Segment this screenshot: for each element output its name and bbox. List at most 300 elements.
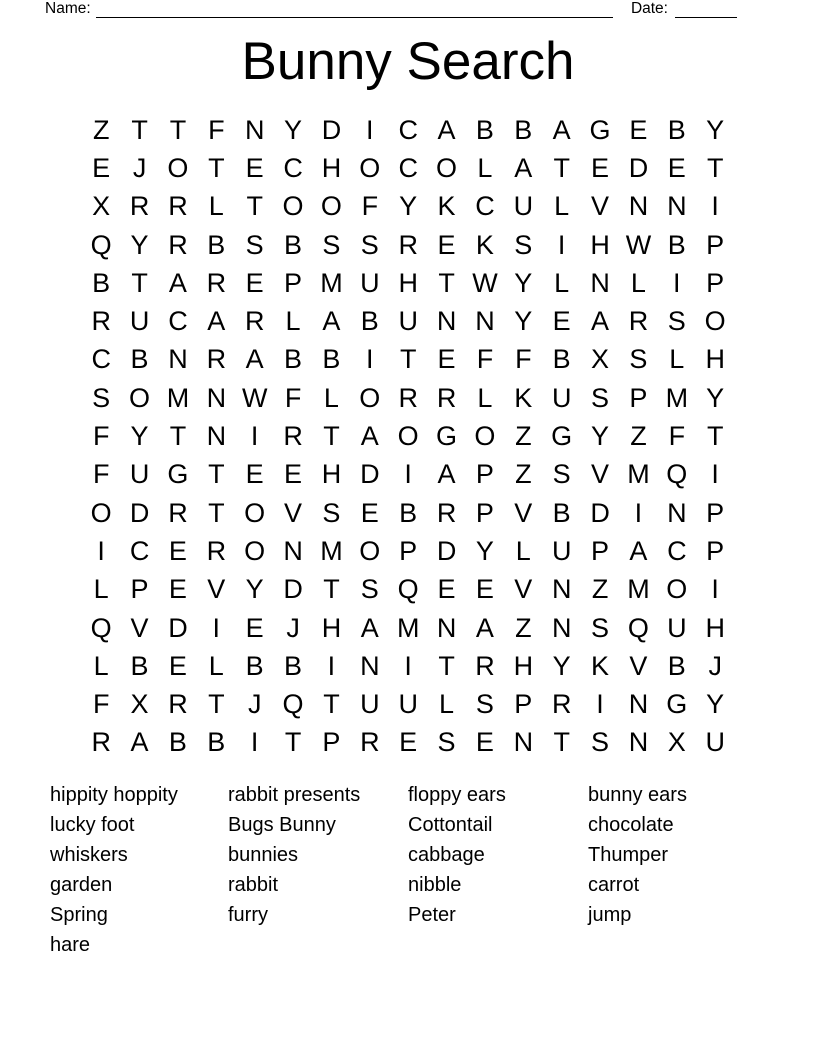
grid-cell: E (437, 229, 456, 260)
grid-cell: N (475, 306, 495, 337)
grid-cell: S (591, 727, 610, 758)
grid-cell: T (131, 267, 148, 298)
grid-cell: A (629, 535, 648, 566)
grid-cell: P (284, 267, 303, 298)
grid-cell: I (673, 267, 681, 298)
grid-cell: E (399, 727, 418, 758)
grid-cell: Q (90, 612, 112, 643)
grid-cell: C (667, 535, 687, 566)
date-blank-line[interactable] (675, 2, 737, 18)
grid-cell: P (475, 497, 494, 528)
grid-cell: B (322, 344, 341, 375)
grid-cell: P (130, 574, 149, 605)
grid-cell: R (206, 344, 227, 375)
grid-cell: F (92, 459, 110, 490)
grid-cell: E (245, 152, 264, 183)
grid-cell: L (477, 382, 493, 413)
grid-cell: H (590, 229, 610, 260)
grid-cell: G (589, 114, 611, 145)
grid-cell: C (168, 306, 188, 337)
grid-cell: X (92, 191, 111, 222)
grid-cell: Z (630, 421, 647, 452)
word-item: Cottontail (408, 813, 493, 836)
word-list (50, 781, 766, 981)
grid-cell: T (553, 152, 570, 183)
grid-cell: T (323, 421, 340, 452)
grid-cell: T (284, 727, 302, 758)
grid-cell: S (437, 727, 456, 758)
grid-cell: H (321, 612, 342, 643)
grid-cell: F (515, 344, 532, 375)
grid-cell: P (706, 229, 725, 260)
grid-cell: E (92, 152, 111, 183)
grid-cell: R (206, 267, 227, 298)
grid-cell: K (437, 191, 456, 222)
grid-cell: B (552, 344, 571, 375)
grid-cell: U (129, 306, 150, 337)
grid-cell: K (475, 229, 494, 260)
grid-cell: D (360, 459, 380, 490)
grid-cell: T (208, 459, 225, 490)
grid-cell: Q (90, 229, 112, 260)
grid-cell: Y (514, 306, 533, 337)
grid-cell: R (244, 306, 265, 337)
grid-cell: F (668, 421, 686, 452)
grid-cell: X (667, 727, 686, 758)
grid-cell: T (706, 421, 724, 452)
grid-cell: R (91, 306, 111, 337)
grid-cell: A (360, 421, 379, 452)
grid-cell: V (284, 497, 303, 528)
grid-cell: S (92, 382, 111, 413)
grid-cell: I (327, 650, 336, 681)
grid-cell: L (439, 689, 455, 720)
grid-cell: T (323, 689, 340, 720)
grid-cell: A (245, 344, 264, 375)
word-item: hippity hoppity (50, 784, 178, 806)
grid-cell: F (92, 421, 110, 452)
grid-cell: C (283, 152, 303, 183)
letter-grid (82, 111, 734, 762)
grid-cell: X (130, 689, 149, 720)
grid-cell: I (97, 535, 105, 566)
grid-cell: T (208, 689, 225, 720)
grid-cell: N (628, 191, 649, 222)
grid-cell: N (436, 612, 457, 643)
grid-cell: B (475, 114, 494, 145)
grid-cell: F (284, 382, 302, 413)
grid-cell: M (665, 382, 689, 413)
grid-cell: Q (282, 689, 304, 720)
grid-cell: Z (515, 459, 532, 490)
grid-cell: X (591, 344, 610, 375)
grid-cell: E (168, 574, 187, 605)
word-item: floppy ears (408, 784, 506, 806)
grid-cell: T (131, 114, 148, 145)
grid-cell: V (514, 574, 533, 605)
grid-cell: B (92, 267, 111, 298)
word-item: Bugs Bunny (228, 813, 336, 836)
grid-cell: I (212, 612, 221, 643)
grid-cell: U (705, 727, 725, 758)
grid-cell: J (247, 689, 262, 720)
grid-cell: J (132, 152, 147, 183)
grid-cell: T (438, 267, 455, 298)
grid-cell: L (669, 344, 685, 375)
grid-cell: U (398, 306, 418, 337)
word-list-column (50, 781, 178, 960)
page-title: Bunny Search (241, 32, 575, 91)
grid-cell: I (404, 459, 412, 490)
grid-cell: S (360, 574, 379, 605)
grid-cell: Q (666, 459, 688, 490)
grid-cell: V (629, 650, 648, 681)
grid-cell: V (130, 612, 149, 643)
grid-cell: W (241, 382, 268, 413)
grid-cell: O (359, 535, 381, 566)
grid-cell: U (360, 267, 380, 298)
grid-cell: D (129, 497, 150, 528)
grid-cell: F (476, 344, 494, 375)
grid-cell: B (667, 229, 686, 260)
grid-cell: I (596, 689, 604, 720)
grid-cell: B (552, 497, 571, 528)
grid-cell: A (591, 306, 610, 337)
grid-cell: D (590, 497, 610, 528)
grid-cell: Y (399, 191, 418, 222)
grid-cell: N (168, 344, 188, 375)
grid-cell: H (705, 612, 725, 643)
grid-cell: A (168, 267, 187, 298)
grid-cell: P (706, 267, 725, 298)
grid-cell: R (436, 497, 457, 528)
name-label: Name: (45, 0, 91, 17)
grid-cell: L (554, 191, 570, 222)
grid-cell: N (360, 650, 380, 681)
grid-cell: U (667, 612, 687, 643)
grid-cell: O (359, 152, 381, 183)
grid-cell: Q (627, 612, 649, 643)
grid-cell: G (436, 421, 458, 452)
grid-cell: L (554, 267, 570, 298)
grid-cell: Y (552, 650, 571, 681)
grid-cell: B (130, 650, 149, 681)
grid-cell: T (246, 191, 263, 222)
grid-cell: Y (706, 689, 725, 720)
grid-cell: M (627, 574, 650, 605)
grid-cell: E (475, 574, 494, 605)
grid-cell: N (206, 421, 227, 452)
grid-cell: N (628, 727, 649, 758)
grid-cell: N (628, 689, 649, 720)
grid-cell: M (320, 535, 343, 566)
grid-cell: V (591, 459, 610, 490)
grid-cell: O (244, 535, 266, 566)
grid-cell: S (475, 689, 494, 720)
grid-cell: E (168, 650, 187, 681)
grid-cell: J (708, 650, 722, 681)
grid-cell: E (475, 727, 494, 758)
grid-cell: P (322, 727, 341, 758)
grid-cell: P (514, 689, 533, 720)
grid-cell: S (629, 344, 648, 375)
grid-cell: B (284, 229, 303, 260)
grid-cell: W (472, 267, 498, 298)
grid-cell: A (322, 306, 341, 337)
grid-cell: O (167, 152, 189, 183)
grid-cell: M (627, 459, 650, 490)
grid-cell: U (398, 689, 418, 720)
grid-cell: B (360, 306, 379, 337)
grid-cell: T (323, 574, 340, 605)
date-label: Date: (630, 0, 668, 17)
grid-cell: H (321, 152, 342, 183)
grid-cell: Y (706, 382, 725, 413)
grid-cell: O (474, 421, 496, 452)
grid-cell: B (284, 650, 303, 681)
word-item: rabbit presents (228, 784, 361, 806)
header (45, 0, 737, 18)
grid-cell: D (436, 535, 457, 566)
grid-cell: R (475, 650, 495, 681)
grid-cell: I (250, 727, 259, 758)
word-item: nibble (408, 873, 462, 896)
grid-cell: Z (515, 612, 532, 643)
grid-cell: N (667, 191, 687, 222)
grid-cell: T (208, 152, 225, 183)
grid-cell: V (207, 574, 226, 605)
grid-cell: T (438, 650, 455, 681)
grid-cell: R (129, 191, 150, 222)
grid-cell: B (130, 344, 149, 375)
grid-cell: O (436, 152, 458, 183)
grid-cell: N (551, 574, 572, 605)
grid-cell: F (361, 191, 379, 222)
grid-cell: R (360, 727, 380, 758)
grid-cell: U (513, 191, 534, 222)
grid-cell: B (284, 344, 303, 375)
grid-cell: R (91, 727, 111, 758)
grid-cell: B (399, 497, 418, 528)
grid-cell: N (513, 727, 534, 758)
grid-cell: J (286, 612, 300, 643)
grid-cell: I (711, 574, 719, 605)
grid-cell: R (168, 229, 188, 260)
grid-cell: O (320, 191, 342, 222)
word-item: Peter (408, 903, 456, 926)
grid-cell: P (629, 382, 648, 413)
grid-cell: R (206, 535, 227, 566)
grid-cell: A (552, 114, 571, 145)
grid-cell: L (515, 535, 531, 566)
grid-cell: S (591, 612, 610, 643)
word-item: jump (588, 903, 632, 926)
grid-cell: D (628, 152, 649, 183)
word-item: whiskers (50, 843, 128, 866)
grid-cell: C (475, 191, 495, 222)
grid-cell: E (245, 267, 264, 298)
grid-cell: O (704, 306, 726, 337)
word-item: rabbit (228, 873, 279, 896)
grid-cell: R (283, 421, 303, 452)
grid-cell: R (628, 306, 649, 337)
grid-cell: S (667, 306, 686, 337)
grid-cell: G (167, 459, 189, 490)
grid-cell: L (630, 267, 646, 298)
grid-cell: N (590, 267, 610, 298)
grid-cell: I (557, 229, 566, 260)
grid-cell: U (551, 382, 572, 413)
grid-cell: S (552, 459, 571, 490)
grid-cell: C (129, 535, 150, 566)
grid-cell: K (591, 650, 610, 681)
grid-cell: R (168, 689, 188, 720)
grid-cell: B (207, 727, 226, 758)
grid-cell: I (711, 459, 719, 490)
grid-cell: E (667, 152, 686, 183)
grid-cell: I (634, 497, 643, 528)
grid-cell: Z (92, 114, 110, 145)
grid-cell: B (245, 650, 264, 681)
grid-cell: E (168, 535, 187, 566)
grid-cell: E (437, 574, 456, 605)
grid-cell: I (711, 191, 719, 222)
grid-cell: I (366, 114, 374, 145)
grid-cell: N (283, 535, 303, 566)
grid-cell: P (706, 535, 725, 566)
grid-cell: M (320, 267, 343, 298)
grid-cell: Q (397, 574, 419, 605)
grid-cell: L (285, 306, 301, 337)
word-item: chocolate (588, 813, 674, 836)
grid-cell: N (206, 382, 227, 413)
grid-cell: E (284, 459, 303, 490)
grid-cell: B (667, 114, 686, 145)
grid-cell: D (283, 574, 303, 605)
grid-cell: S (245, 229, 264, 260)
grid-cell: Z (591, 574, 609, 605)
word-item: cabbage (408, 843, 485, 866)
grid-cell: Y (475, 535, 494, 566)
grid-cell: T (706, 152, 724, 183)
grid-cell: D (321, 114, 342, 145)
word-item: Thumper (588, 843, 669, 866)
grid-cell: T (553, 727, 570, 758)
grid-cell: R (168, 497, 188, 528)
word-list-column (228, 781, 360, 931)
grid-cell: E (552, 306, 571, 337)
grid-cell: Y (706, 114, 725, 145)
grid-cell: Y (591, 421, 610, 452)
grid-cell: H (513, 650, 534, 681)
grid-cell: P (399, 535, 418, 566)
grid-cell: G (551, 421, 573, 452)
grid-cell: A (437, 114, 456, 145)
grid-cell: R (398, 229, 418, 260)
grid-cell: G (666, 689, 688, 720)
grid-cell: L (93, 574, 109, 605)
grid-cell: U (551, 535, 572, 566)
grid-cell: N (436, 306, 457, 337)
grid-cell: M (396, 612, 420, 643)
grid-cell: M (166, 382, 190, 413)
grid-cell: Z (515, 421, 532, 452)
grid-cell: I (366, 344, 374, 375)
grid-cell: E (245, 612, 264, 643)
grid-cell: O (359, 382, 381, 413)
grid-cell: L (208, 650, 224, 681)
word-item: Spring (50, 903, 108, 926)
grid-cell: T (169, 114, 187, 145)
grid-cell: O (282, 191, 304, 222)
word-item: hare (50, 933, 91, 956)
grid-cell: L (208, 191, 224, 222)
grid-cell: H (321, 459, 342, 490)
grid-cell: H (398, 267, 418, 298)
grid-cell: S (591, 382, 610, 413)
grid-cell: Y (514, 267, 533, 298)
grid-cell: E (591, 152, 610, 183)
grid-cell: T (399, 344, 417, 375)
grid-cell: S (322, 229, 341, 260)
grid-cell: O (397, 421, 419, 452)
grid-cell: A (130, 727, 149, 758)
grid-cell: C (91, 344, 111, 375)
grid-cell: R (398, 382, 418, 413)
word-item: garden (50, 873, 113, 896)
grid-cell: Y (130, 229, 149, 260)
grid-cell: B (667, 650, 686, 681)
grid-cell: T (208, 497, 225, 528)
grid-cell: Y (284, 114, 303, 145)
grid-cell: A (207, 306, 226, 337)
name-blank-line[interactable] (96, 2, 613, 18)
grid-cell: S (322, 497, 341, 528)
grid-cell: R (551, 689, 572, 720)
grid-cell: Y (245, 574, 264, 605)
grid-cell: S (360, 229, 379, 260)
grid-cell: U (129, 459, 150, 490)
word-list-column (408, 781, 506, 931)
grid-cell: A (475, 612, 494, 643)
grid-cell: L (323, 382, 339, 413)
grid-cell: A (437, 459, 456, 490)
grid-cell: O (244, 497, 266, 528)
grid-cell: E (437, 344, 456, 375)
grid-cell: K (514, 382, 533, 413)
grid-cell: R (168, 191, 188, 222)
grid-cell: N (244, 114, 265, 145)
grid-cell: O (129, 382, 151, 413)
grid-cell: U (360, 689, 380, 720)
grid-cell: B (514, 114, 533, 145)
grid-cell: E (360, 497, 379, 528)
grid-cell: A (514, 152, 533, 183)
grid-cell: V (514, 497, 533, 528)
grid-cell: H (705, 344, 725, 375)
word-item: bunny ears (588, 784, 687, 806)
word-item: lucky foot (50, 813, 135, 836)
grid-cell: L (93, 650, 109, 681)
grid-cell: E (629, 114, 648, 145)
grid-cell: N (551, 612, 572, 643)
grid-cell: I (250, 421, 259, 452)
word-item: furry (228, 903, 268, 926)
grid-cell: F (92, 689, 110, 720)
grid-cell: P (591, 535, 610, 566)
grid-cell: B (207, 229, 226, 260)
grid-cell: F (208, 114, 225, 145)
